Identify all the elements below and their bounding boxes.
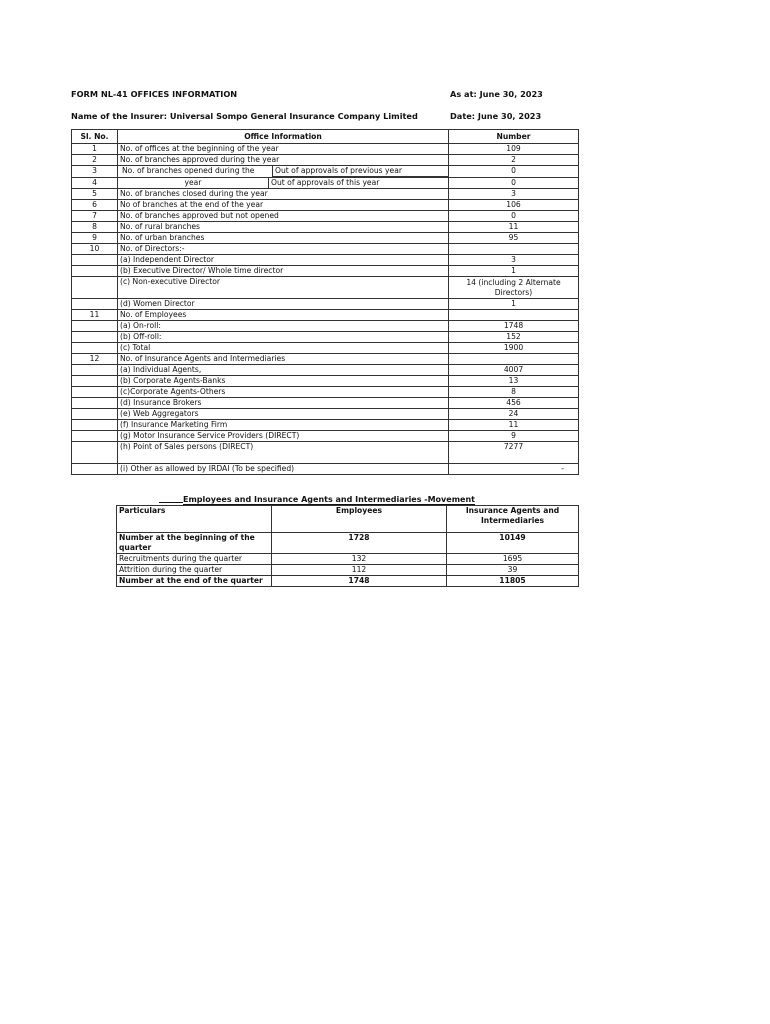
number-value: 11 — [449, 222, 579, 233]
table-row — [72, 409, 579, 420]
number-value — [449, 354, 579, 365]
table-row — [72, 321, 579, 332]
number-value: 7277 — [449, 442, 579, 464]
office-info-split — [118, 178, 449, 189]
table-header-row — [117, 506, 579, 533]
agents-value: 11805 — [447, 576, 579, 587]
movement-title — [159, 495, 475, 504]
office-info-this-year-approvals: Out of approvals of this year — [268, 178, 448, 188]
sl-no: 7 — [72, 211, 118, 222]
table-row — [72, 211, 579, 222]
office-info: No. of Directors:- — [118, 244, 449, 255]
number-value: 95 — [449, 233, 579, 244]
office-info: (d) Insurance Brokers — [118, 398, 449, 409]
number-value: 1 — [449, 299, 579, 310]
table-row — [72, 222, 579, 233]
table-row — [72, 178, 579, 189]
number-value: 3 — [449, 189, 579, 200]
office-info: (i) Other as allowed by IRDAI (To be specified) — [118, 464, 449, 475]
col-header-agents: Insurance Agents and Intermediaries — [447, 506, 579, 533]
insurer-name: Name of the Insurer: Universal Sompo General Insurance Company Limited — [71, 111, 418, 121]
office-info: (c) Non-executive Director — [118, 277, 449, 299]
col-header-number: Number — [449, 130, 579, 144]
table-row — [72, 200, 579, 211]
office-info: (h) Point of Sales persons (DIRECT) — [118, 442, 449, 464]
table-row — [72, 144, 579, 155]
table-row — [72, 233, 579, 244]
table-row — [72, 420, 579, 431]
office-info: No. of branches closed during the year — [118, 189, 449, 200]
table-row — [72, 431, 579, 442]
sl-no: 6 — [72, 200, 118, 211]
number-value: - — [449, 464, 579, 475]
table-row — [72, 376, 579, 387]
sl-no: 2 — [72, 155, 118, 166]
number-value: 8 — [449, 387, 579, 398]
number-value: 109 — [449, 144, 579, 155]
agents-value: 1695 — [447, 554, 579, 565]
number-value: 1 — [449, 266, 579, 277]
number-value: 1748 — [449, 321, 579, 332]
sl-no: 4 — [72, 178, 118, 189]
table-row — [117, 533, 579, 554]
office-info: (e) Web Aggregators — [118, 409, 449, 420]
table-row — [72, 354, 579, 365]
table-row — [72, 255, 579, 266]
number-value: 0 — [449, 166, 579, 178]
number-value: 9 — [449, 431, 579, 442]
table-row — [72, 387, 579, 398]
number-value: 4007 — [449, 365, 579, 376]
office-info: No. of Insurance Agents and Intermediaries — [118, 354, 449, 365]
office-info-opened-label: No. of branches opened during the — [122, 166, 255, 175]
office-info: No of branches at the end of the year — [118, 200, 449, 211]
office-info: No. of urban branches — [118, 233, 449, 244]
table-row — [72, 464, 579, 475]
table-row — [117, 565, 579, 576]
table-row — [72, 299, 579, 310]
office-info: (g) Motor Insurance Service Providers (DIRECT) — [118, 431, 449, 442]
office-info: No. of Employees — [118, 310, 449, 321]
agents-value: 10149 — [447, 533, 579, 554]
table-row — [72, 244, 579, 255]
movement-table — [116, 505, 579, 587]
form-title: FORM NL-41 OFFICES INFORMATION — [71, 89, 238, 99]
offices-information-table — [71, 129, 579, 475]
office-info: (c)Corporate Agents-Others — [118, 387, 449, 398]
office-info: (a) On-roll: — [118, 321, 449, 332]
table-row — [72, 343, 579, 354]
number-value: 2 — [449, 155, 579, 166]
number-value: 3 — [449, 255, 579, 266]
table-row — [117, 554, 579, 565]
office-info: (d) Women Director — [118, 299, 449, 310]
number-value: 1900 — [449, 343, 579, 354]
number-value: 11 — [449, 420, 579, 431]
sl-no: 12 — [72, 354, 118, 365]
particulars-label: Number at the beginning of the quarter — [117, 533, 272, 554]
office-info-opened-label-cont: year — [184, 178, 202, 187]
office-info: (c) Total — [118, 343, 449, 354]
office-info: No. of branches approved but not opened — [118, 211, 449, 222]
number-value: 152 — [449, 332, 579, 343]
office-info: (b) Corporate Agents-Banks — [118, 376, 449, 387]
employees-value: 112 — [272, 565, 447, 576]
table-row — [72, 310, 579, 321]
office-info: (b) Executive Director/ Whole time director — [118, 266, 449, 277]
sl-no: 10 — [72, 244, 118, 255]
table-row — [72, 398, 579, 409]
particulars-label: Attrition during the quarter — [117, 565, 272, 576]
particulars-label: Recruitments during the quarter — [117, 554, 272, 565]
number-value: 456 — [449, 398, 579, 409]
number-value: 0 — [449, 178, 579, 189]
number-value: 13 — [449, 376, 579, 387]
office-info: No. of rural branches — [118, 222, 449, 233]
table-header-row — [72, 130, 579, 144]
office-info: (a) Independent Director — [118, 255, 449, 266]
col-header-particulars: Particulars — [117, 506, 272, 533]
office-info-previous-approvals: Out of approvals of previous year — [272, 166, 448, 177]
number-value: 0 — [449, 211, 579, 222]
office-info: (f) Insurance Marketing Firm — [118, 420, 449, 431]
office-info: No. of offices at the beginning of the year — [118, 144, 449, 155]
table-row — [72, 332, 579, 343]
agents-value: 39 — [447, 565, 579, 576]
col-header-employees: Employees — [272, 506, 447, 533]
employees-value: 132 — [272, 554, 447, 565]
employees-value: 1748 — [272, 576, 447, 587]
sl-no: 11 — [72, 310, 118, 321]
number-value: 24 — [449, 409, 579, 420]
sl-no: 8 — [72, 222, 118, 233]
sl-no: 3 — [72, 166, 118, 178]
col-header-sl-no: Sl. No. — [72, 130, 118, 144]
as-at-date: As at: June 30, 2023 — [450, 89, 543, 99]
table-row — [72, 266, 579, 277]
table-row — [72, 442, 579, 464]
table-row — [72, 277, 579, 299]
table-row — [72, 365, 579, 376]
number-value — [449, 244, 579, 255]
office-info: No. of branches approved during the year — [118, 155, 449, 166]
sl-no: 5 — [72, 189, 118, 200]
sl-no: 1 — [72, 144, 118, 155]
office-info-split — [118, 166, 449, 178]
sl-no: 9 — [72, 233, 118, 244]
number-value: 14 (including 2 Alternate Directors) — [449, 277, 579, 299]
report-date: Date: June 30, 2023 — [450, 111, 542, 121]
movement-title-text: Employees and Insurance Agents and Intermediaries -Movement — [183, 495, 475, 504]
table-row — [72, 189, 579, 200]
number-value — [449, 310, 579, 321]
title-underline-lead — [159, 502, 183, 503]
col-header-office-information: Office Information — [118, 130, 449, 144]
office-info: (a) Individual Agents, — [118, 365, 449, 376]
employees-value: 1728 — [272, 533, 447, 554]
particulars-label: Number at the end of the quarter — [117, 576, 272, 587]
table-row — [117, 576, 579, 587]
office-info: (b) Off-roll: — [118, 332, 449, 343]
table-row — [72, 155, 579, 166]
table-row — [72, 166, 579, 178]
number-value: 106 — [449, 200, 579, 211]
